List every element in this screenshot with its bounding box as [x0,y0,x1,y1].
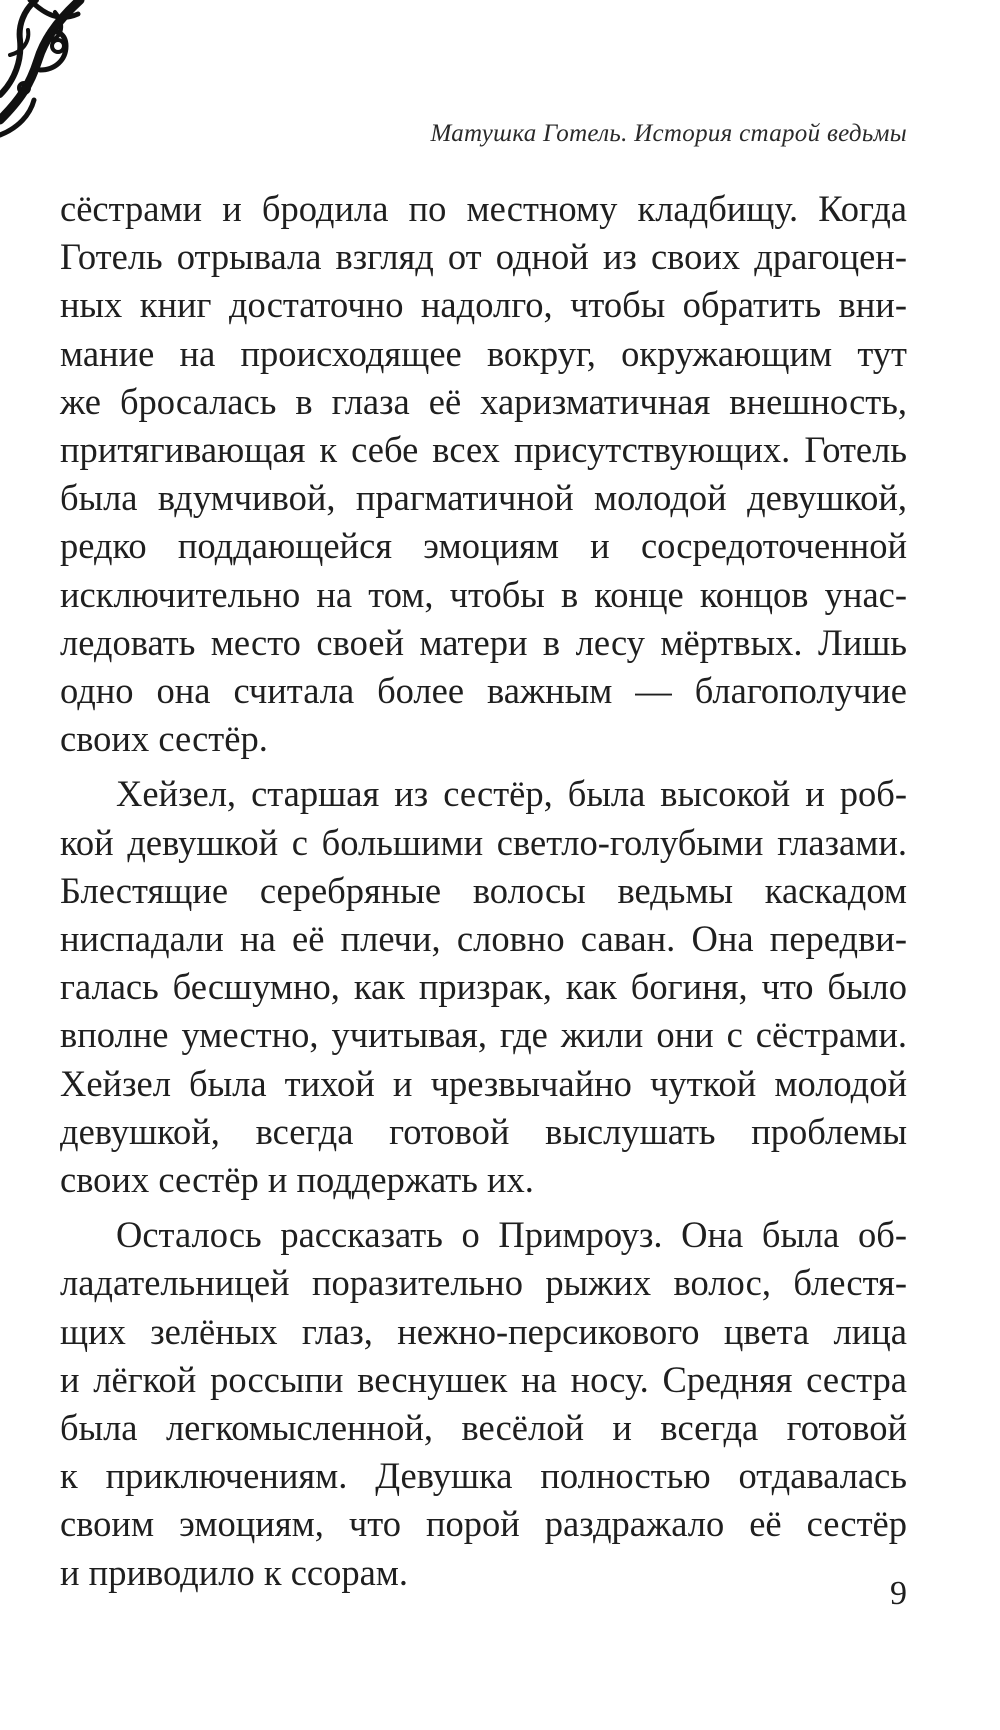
text-line: ледовать место своей матери в лесу мёртвых. Лишь [60,621,907,663]
text-line: редко поддающейся эмоциям и сосредоточенной [60,525,907,567]
paragraph [60,1211,907,1597]
text-line: же бросалась в глаза её харизматичная внешность, [60,380,907,422]
text-line: Хейзел, старшая из сестёр, была высокой и роб- [116,773,907,815]
text-line: Хейзел была тихой и чрезвычайно чуткой молодой [60,1062,907,1104]
running-header: Матушка Готель. История старой ведьмы [430,120,907,147]
text-line: и приводило к ссорам. [60,1551,409,1593]
text-line: ниспадали на её плечи, словно саван. Она передви- [60,918,907,960]
text-line: была легкомысленной, весёлой и всегда готовой [60,1407,907,1449]
body-text [60,185,907,1597]
text-line: вполне уместно, учитывая, где жили они с сёстрами. [60,1014,907,1056]
text-line: мание на происходящее вокруг, окружающим тут [60,332,907,374]
text-line: девушкой, всегда готовой выслушать проблемы [60,1110,907,1152]
text-line: кой девушкой с большими светло-голубыми глазами. [60,821,907,863]
text-line: исключительно на том, чтобы в конце концов унас- [60,573,907,615]
text-line: сёстрами и бродила по местному кладбищу. Когда [60,188,907,229]
text-line: и лёгкой россыпи веснушек на носу. Средняя сестра [60,1358,907,1400]
text-line: одно она считала более важным — благополучие [60,670,907,712]
text-line: Блестящие серебряные волосы ведьмы каскадом [60,869,907,911]
text-line: своих сестёр и поддержать их. [60,1159,534,1201]
text-line: ных книг достаточно надолго, чтобы обратить вни- [60,284,907,326]
text-line: щих зелёных глаз, нежно-персикового цвета лица [60,1310,907,1352]
text-line: была вдумчивой, прагматичной молодой девушкой, [60,477,907,519]
paragraph [60,185,907,763]
text-line: притягивающая к себе всех присутствующих. Готель [60,429,907,471]
text-line: своим эмоциям, что порой раздражало её сестёр [60,1503,907,1545]
text-line: своих сестёр. [60,718,268,760]
paragraph [60,770,907,1204]
text-line: галась бесшумно, как призрак, как богиня, что было [60,966,907,1008]
text-line: ладательницей поразительно рыжих волос, блестя- [60,1262,907,1304]
page-number: 9 [890,1575,907,1612]
text-line: Осталось рассказать о Примроуз. Она была об- [116,1214,907,1256]
corner-ornament [0,0,110,140]
text-line: Готель отрывала взгляд от одной из своих драгоцен- [60,236,907,278]
text-line: к приключениям. Девушка полностью отдавалась [60,1455,907,1497]
